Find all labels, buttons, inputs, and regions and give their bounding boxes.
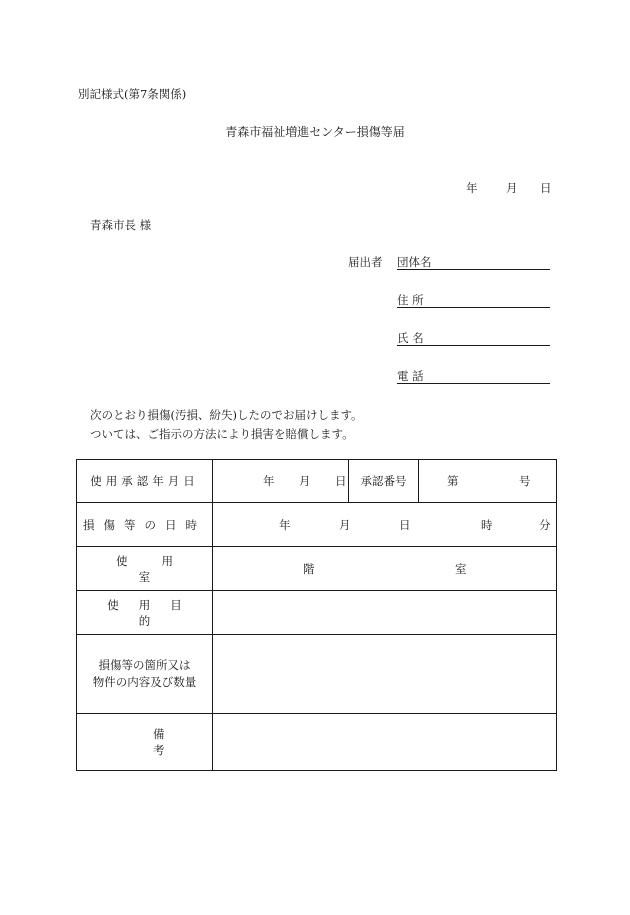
purpose-input[interactable] bbox=[213, 591, 557, 635]
table-row bbox=[77, 635, 557, 714]
table-row bbox=[77, 714, 557, 771]
damage-datetime-label-cell bbox=[77, 503, 213, 547]
damage-detail-label-line-2: 物件の内容及び数量 bbox=[92, 675, 197, 689]
damage-year-label: 年 bbox=[279, 517, 291, 532]
damage-datetime-input[interactable] bbox=[213, 503, 557, 547]
damage-detail-input[interactable] bbox=[213, 635, 557, 714]
floor-label: 階 bbox=[303, 561, 315, 576]
approval-number-suffix: 号 bbox=[519, 474, 531, 488]
approval-number-prefix: 第 bbox=[447, 474, 459, 488]
date-year-label: 年 bbox=[466, 181, 478, 195]
approval-date-label: 使用承認年月日 bbox=[90, 474, 199, 488]
date-month-label: 月 bbox=[506, 181, 518, 195]
approval-day-label: 日 bbox=[335, 474, 347, 488]
table-row bbox=[77, 503, 557, 547]
address-field[interactable] bbox=[397, 292, 550, 308]
room-unit-label: 室 bbox=[455, 561, 467, 576]
damage-minute-label: 分 bbox=[539, 517, 551, 532]
name-field[interactable] bbox=[397, 330, 550, 346]
address-label: 住 所 bbox=[397, 293, 424, 307]
date-day-label: 日 bbox=[540, 181, 552, 195]
approval-number-input[interactable] bbox=[419, 460, 557, 503]
organization-name-label: 団体名 bbox=[397, 255, 432, 269]
approval-date-input[interactable] bbox=[213, 460, 349, 503]
damage-hour-label: 時 bbox=[481, 517, 493, 532]
room-label-cell bbox=[77, 547, 213, 591]
damage-month-label: 月 bbox=[339, 517, 351, 532]
damage-detail-label bbox=[77, 657, 212, 691]
approval-number-label-cell bbox=[349, 460, 419, 503]
applicant-label: 届出者 bbox=[348, 255, 383, 269]
organization-name-field[interactable] bbox=[397, 254, 550, 270]
remarks-label-cell bbox=[77, 714, 241, 771]
approval-date-label-cell bbox=[77, 460, 213, 503]
purpose-label: 使用目的 bbox=[107, 597, 202, 628]
approval-number-label: 承認番号 bbox=[360, 474, 407, 488]
damage-datetime-label: 損傷等の日時 bbox=[83, 517, 206, 532]
approval-year-label: 年 bbox=[263, 474, 275, 488]
damage-detail-label-cell bbox=[77, 635, 213, 714]
table-row bbox=[77, 591, 557, 635]
addressee: 青森市長 様 bbox=[90, 218, 152, 232]
remarks-label: 備考 bbox=[153, 727, 241, 757]
purpose-label-cell bbox=[77, 591, 213, 635]
phone-field[interactable] bbox=[397, 368, 550, 384]
remarks-input[interactable] bbox=[213, 714, 557, 771]
room-input[interactable] bbox=[213, 547, 557, 591]
phone-label: 電 話 bbox=[397, 369, 424, 383]
damage-detail-label-line-1: 損傷等の箇所又は bbox=[98, 658, 191, 672]
declaration-line-2: ついては、ご指示の方法により損害を賠償します。 bbox=[90, 427, 354, 441]
room-label: 使用室 bbox=[116, 553, 207, 584]
declaration-text bbox=[90, 406, 363, 444]
declaration-line-1: 次のとおり損傷(汚損、紛失)したのでお届けします。 bbox=[90, 408, 363, 422]
form-reference: 別記様式(第7条関係) bbox=[78, 87, 187, 101]
damage-day-label: 日 bbox=[399, 517, 411, 532]
approval-month-label: 月 bbox=[299, 474, 311, 488]
damage-report-table bbox=[76, 459, 557, 771]
name-label: 氏 名 bbox=[397, 331, 424, 345]
table-row bbox=[77, 460, 557, 503]
table-row bbox=[77, 547, 557, 591]
document-title: 青森市福祉増進センター損傷等届 bbox=[225, 125, 405, 139]
